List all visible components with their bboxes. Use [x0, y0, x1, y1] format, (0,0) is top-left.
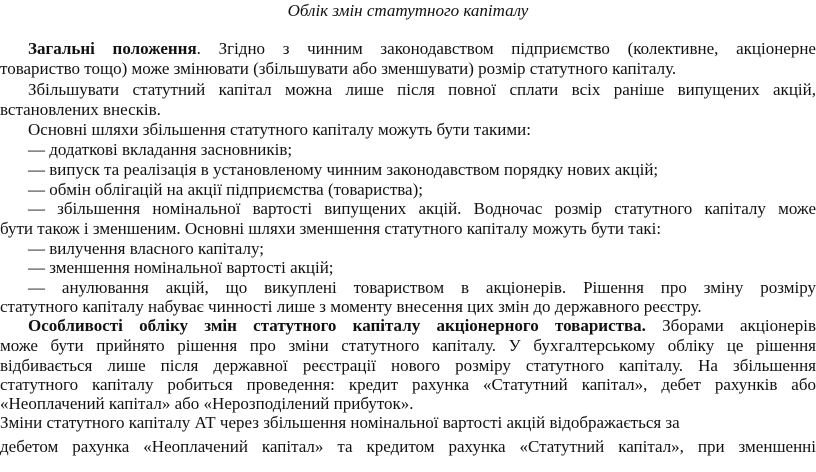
- list-item: — випуск та реалізація в установленому чинним законодавством порядку нових акцій;: [28, 160, 659, 179]
- list-item: — додаткові вкладання засновників;: [28, 140, 293, 159]
- increase-ways-intro: Основні шляхи збільшення статутного капіталу можуть бути такими:: [28, 120, 531, 139]
- increase-condition-line-1: Збільшувати статутний капітал можна лише після повної сплати всіх раніше випущених акцій,: [28, 80, 816, 99]
- jsc-features-heading: Особливості обліку змін статутного капіталу акціонерного товариства.: [28, 316, 646, 335]
- general-provisions-heading: Загальні положення: [28, 39, 197, 58]
- list-item: — збільшення номінальної вартості випущених акцій. Водночас розмір статутного капіталу може: [28, 199, 816, 218]
- jsc-features-line-3: відбивається лише після державної реєстрації нового розміру статутного капіталу. На збільшення: [0, 356, 816, 375]
- decrease-ways-intro: бути також і зменшеним. Основні шляхи зменшення статутного капіталу можуть бути такі:: [0, 219, 662, 238]
- general-provisions-line-2: товариство тощо) може змінювати (збільшувати або зменшувати) розмір статутного капіталу.: [0, 59, 677, 78]
- jsc-features-line-2: може бути прийнято рішення про зміни статутного капіталу. У бухгалтерському обліку це рішення: [0, 336, 816, 355]
- list-item: — зменшення номінальної вартості акцій;: [28, 258, 334, 277]
- general-provisions-text: . Згідно з чинним законодавством підприємство (колективне, акціонерне: [196, 39, 816, 58]
- jsc-features-text: Зборами акціонерів: [645, 316, 816, 335]
- document-title: Облік змін статутного капіталу: [287, 1, 529, 20]
- jsc-features-line-5: «Неоплачений капітал» або «Нерозподілений прибуток».: [0, 394, 414, 413]
- nominal-value-line-1: Зміни статутного капіталу АТ через збільшення номінальної вартості акцій відображається за: [0, 413, 680, 432]
- list-item: — анулювання акцій, що викуплені товариством в акціонерів. Рішення про зміну розміру: [28, 278, 816, 297]
- list-item: — обмін облігацій на акції підприємства (товариства);: [28, 180, 423, 199]
- jsc-features-line-1: [0, 316, 816, 336]
- nominal-value-line-2: дебетом рахунка «Неоплачений капітал» та кредитом рахунка «Статутний капітал», при зменшенні: [0, 437, 816, 456]
- list-item: — вилучення власного капіталу;: [28, 239, 264, 258]
- increase-condition-line-2: встановлених внесків.: [0, 100, 161, 119]
- jsc-features-line-4: статутного капіталу робиться проведення: кредит рахунка «Статутний капітал», дебет рахунків або: [0, 375, 816, 394]
- general-provisions-line-1: [0, 39, 816, 59]
- registry-note-line: статутного капіталу набуває чинності лише з моменту внесення цих змін до державного реєстру.: [0, 297, 702, 316]
